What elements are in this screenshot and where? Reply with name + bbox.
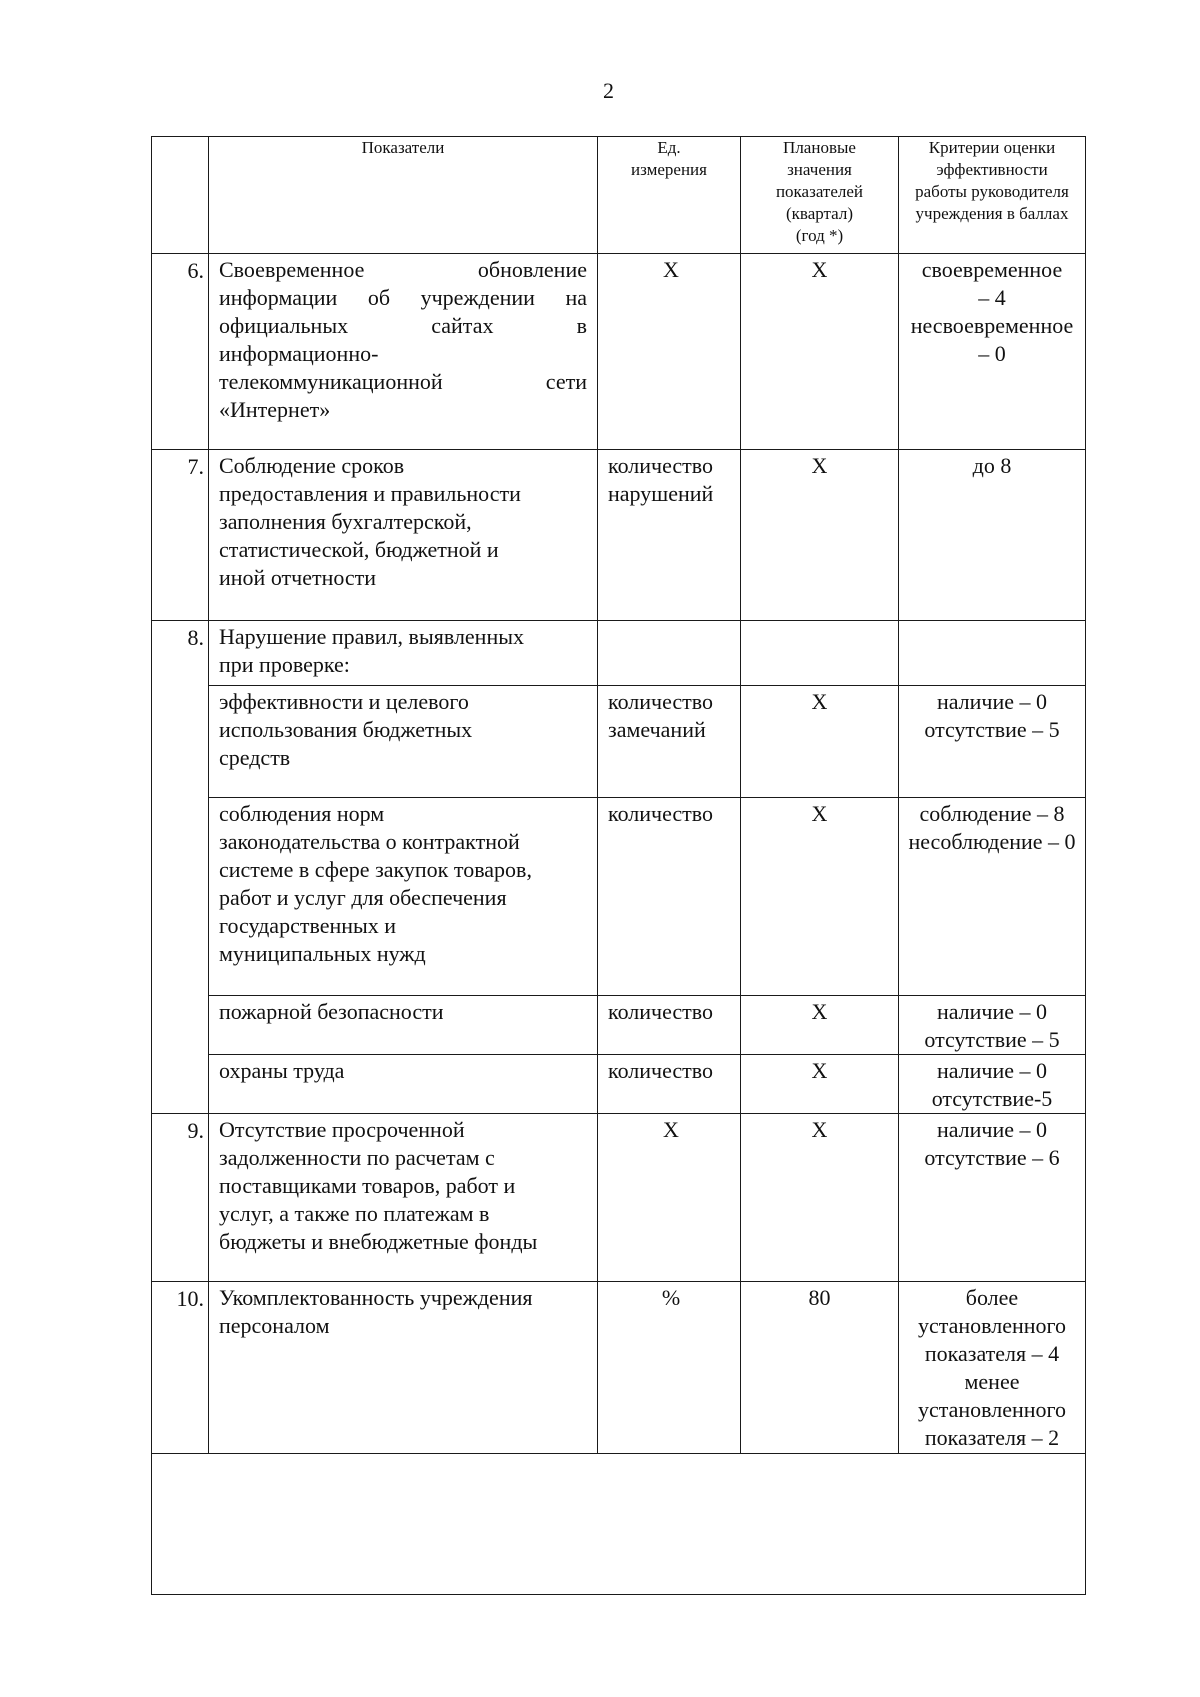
page-number: 2 [603,78,614,103]
header-num [152,137,209,254]
table-row [152,686,1086,798]
table-row [152,996,1086,1055]
unit-cell: количество [598,996,741,1055]
indicator-cell: Соблюдение сроков предоставления и правильности заполнения бухгалтерской, статистической, бюджетной и иной отчетности [209,450,598,621]
plan-cell: Х [741,798,899,996]
plan-cell: Х [741,450,899,621]
plan-cell: Х [741,254,899,450]
table-row [152,450,1086,621]
plan-cell: Х [741,996,899,1055]
header-criteria: Критерии оценки эффективности работы руководителя учреждения в баллах [899,137,1086,254]
plan-cell: 80 [741,1282,899,1454]
criteria-cell: наличие – 0 отсутствие – 5 [899,686,1086,798]
table-row [152,1055,1086,1114]
unit-cell [598,621,741,686]
table-row [152,798,1086,996]
row-number: 6. [152,254,209,450]
indicators-table [151,136,1086,1595]
criteria-cell: наличие – 0 отсутствие-5 [899,1055,1086,1114]
header-plan: Плановые значения показателей (квартал) (год *) [741,137,899,254]
plan-cell: Х [741,1114,899,1282]
criteria-cell: наличие – 0 отсутствие – 6 [899,1114,1086,1282]
criteria-cell: более установленного показателя – 4 менее установленного показателя – 2 [899,1282,1086,1454]
criteria-cell: своевременное – 4 несвоевременное – 0 [899,254,1086,450]
unit-cell: количество [598,798,741,996]
unit-cell: Х [598,254,741,450]
table-header-row [152,137,1086,254]
table-row [152,1114,1086,1282]
criteria-cell: наличие – 0 отсутствие – 5 [899,996,1086,1055]
unit-cell: % [598,1282,741,1454]
header-unit: Ед. измерения [598,137,741,254]
indicator-cell: соблюдения норм законодательства о контрактной системе в сфере закупок товаров, работ и услуг для обеспечения государственных и муниципальных нужд [209,798,598,996]
criteria-cell [899,621,1086,686]
table-row [152,621,1086,686]
plan-cell [741,621,899,686]
empty-footer-row [152,1454,1086,1595]
plan-cell: Х [741,686,899,798]
criteria-cell: соблюдение – 8 несоблюдение – 0 [899,798,1086,996]
unit-cell: количество нарушений [598,450,741,621]
empty-footer-cell [152,1454,1086,1595]
row-number: 10. [152,1282,209,1454]
indicator-cell: Своевременное обновление информации об учреждении на официальных сайтах в информационно- телекоммуникационной сети «Интернет» [209,254,598,450]
indicator-cell: Отсутствие просроченной задолженности по расчетам с поставщиками товаров, работ и услуг, а также по платежам в бюджеты и внебюджетные фонды [209,1114,598,1282]
indicator-cell: пожарной безопасности [209,996,598,1055]
row-number: 9. [152,1114,209,1282]
indicator-cell: Укомплектованность учреждения персоналом [209,1282,598,1454]
criteria-cell: до 8 [899,450,1086,621]
row-number: 7. [152,450,209,621]
table-row [152,254,1086,450]
indicator-cell: Нарушение правил, выявленных при проверке: [209,621,598,686]
table-row [152,1282,1086,1454]
header-indicators: Показатели [209,137,598,254]
unit-cell: Х [598,1114,741,1282]
indicator-cell: охраны труда [209,1055,598,1114]
plan-cell: Х [741,1055,899,1114]
row-number: 8. [152,621,209,1114]
indicator-cell: эффективности и целевого использования бюджетных средств [209,686,598,798]
unit-cell: количество замечаний [598,686,741,798]
unit-cell: количество [598,1055,741,1114]
